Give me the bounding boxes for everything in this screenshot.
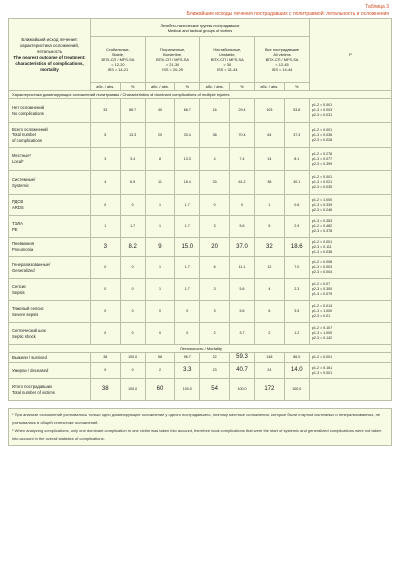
p-value: p2-3 = 0.031 — [311, 113, 333, 117]
cell: 66.7 — [175, 99, 200, 123]
table-row — [9, 148, 392, 171]
row-label-line: Генерализованные/ — [12, 261, 51, 267]
outcomes-table — [8, 18, 392, 401]
cell: 33 — [200, 171, 229, 195]
sub-header: % — [229, 83, 254, 91]
sub-header: абс. / abs. — [91, 83, 120, 91]
row-label-line: Total number — [12, 132, 37, 138]
table-row — [9, 195, 392, 216]
table-row — [9, 171, 392, 195]
cell: 61.2 — [229, 171, 254, 195]
cell: 8.2 — [120, 238, 145, 257]
p-value: p2-3 = 0.111 — [311, 244, 332, 249]
cell: 1.7 — [120, 216, 145, 238]
cell: 29.4 — [229, 99, 254, 123]
table-number: Таблица 3 — [365, 4, 389, 10]
header-groups-en: Medical and tactical groups of victims — [167, 27, 233, 33]
row-label-line: Сепсис — [12, 283, 27, 289]
table-row — [9, 301, 392, 323]
table-caption — [8, 4, 392, 18]
group-header-ru: Стабильные, — [106, 47, 130, 52]
cell: 22 — [200, 353, 229, 363]
p-value: p1-2 = 0.014 — [311, 304, 333, 308]
row-label-line: of complications — [12, 137, 43, 143]
cell: 15.0 — [175, 238, 200, 257]
cell: 3 — [200, 279, 229, 301]
p-value: p2-3 = 0.246 — [311, 207, 333, 212]
cell: 100.0 — [120, 353, 145, 363]
cell: 53.8 — [284, 99, 309, 123]
cell: 3 — [200, 301, 229, 323]
row-label — [9, 279, 91, 301]
cell: 33 — [91, 99, 120, 123]
group-header-range: = 12-45 — [275, 62, 289, 67]
cell: 1 — [145, 195, 174, 216]
cell: 2 — [255, 323, 284, 345]
section-mortality-label: Летальность / Mortality — [9, 345, 392, 353]
table-row — [9, 257, 392, 279]
row-label-line: Pneumonia — [12, 247, 34, 252]
row-label-line: РДСВ — [12, 199, 24, 205]
cell: 1.7 — [175, 257, 200, 279]
group-header-3 — [200, 37, 255, 83]
row-label — [9, 353, 91, 363]
p-value: p1-3 = 0.038 — [311, 249, 333, 254]
cell: 7.0 — [284, 257, 309, 279]
cell: 18.6 — [284, 238, 309, 257]
cell: 3.7 — [229, 323, 254, 345]
cell: 0 — [120, 301, 145, 323]
cell: 20 — [200, 238, 229, 257]
cell: 0 — [175, 323, 200, 345]
group-header-ru: Нестабильные, — [213, 47, 242, 52]
cell: 33.4 — [175, 123, 200, 148]
footnote-ru: * При анализе осложнений учитывалось только одно доминирующее осложнение у одного пострадавшего, поэтому местные осложнения, которые были стартом системных и генерализованных, не учитывались в общей статистике осложнений. — [12, 412, 381, 425]
cell: 7.4 — [229, 148, 254, 171]
p-value: p1-3 < 0.001 — [311, 370, 333, 375]
cell: 1 — [145, 279, 174, 301]
row-label-line: ТЭЛА — [12, 220, 23, 226]
cell: 3 — [91, 148, 120, 171]
cell: 2 — [145, 363, 174, 379]
p-value: p1-2 < 0.001 — [311, 103, 333, 107]
group-header-iss: ISS = 14-21 — [107, 67, 129, 72]
cell: 64 — [255, 123, 284, 148]
cell: 1.7 — [175, 195, 200, 216]
row-label-line: Пневмония — [12, 241, 34, 247]
group-header-scale: ВПХ-СП / MFS-SA — [210, 57, 244, 62]
cell: 5.6 — [229, 279, 254, 301]
cell: 0 — [145, 301, 174, 323]
p-values — [309, 279, 391, 301]
row-label — [9, 99, 91, 123]
p-value: p2-3 = 0.028 — [311, 137, 333, 142]
p-value: p1-2 = 0.482 — [311, 224, 333, 228]
table-row — [9, 363, 392, 379]
p-value: p1-3 = 0.079 — [311, 292, 333, 296]
p-value: p1-2 < 0.001 — [311, 127, 333, 132]
cell: 8 — [145, 148, 174, 171]
header-groups — [91, 19, 310, 37]
row-label-line: Septic shock — [12, 333, 36, 339]
p-values — [309, 323, 391, 345]
cell: 38 — [91, 379, 120, 401]
cell: 96.7 — [175, 353, 200, 363]
cell: 2 — [200, 323, 229, 345]
cell: 5 — [91, 123, 120, 148]
p-values — [309, 257, 391, 279]
cell: 70.4 — [229, 123, 254, 148]
row-label-line: Local* — [12, 159, 24, 164]
cell: 5.6 — [229, 301, 254, 323]
row-label-line: ARDS — [12, 205, 24, 210]
sub-header: абс. / abs. — [145, 83, 174, 91]
cell: 3.5 — [284, 301, 309, 323]
cell: 23 — [200, 363, 229, 379]
cell: 40 — [145, 99, 174, 123]
cell: 1.2 — [284, 323, 309, 345]
row-label-line: No complications — [12, 110, 44, 116]
cell: 86.7 — [120, 99, 145, 123]
p-value: p1-3 = 1.000 — [311, 309, 333, 313]
row-label-line: Sepsis — [12, 289, 25, 295]
p-values — [309, 238, 391, 257]
cell: 0 — [91, 195, 120, 216]
p-value: p1-2 = 0.161 — [311, 365, 333, 370]
row-label — [9, 379, 91, 401]
group-header-scale: ВПХ-СП / MFS-SA — [101, 57, 135, 62]
cell: 4 — [255, 279, 284, 301]
p-values — [309, 301, 391, 323]
cell: 100.0 — [175, 379, 200, 401]
sub-header: % — [284, 83, 309, 91]
group-header-2 — [145, 37, 200, 83]
row-label — [9, 148, 91, 171]
header-outcome-en: The nearest outcome of treatment: characteristics of complications, mortality — [13, 54, 86, 72]
cell: 0 — [120, 257, 145, 279]
group-header-iss: ISS = 20-29 — [162, 67, 183, 72]
group-header-iss: ISS = 14-44 — [271, 67, 293, 72]
group-header-en: All victims — [273, 52, 291, 57]
group-header-scale: ВПХ-СП / MFS-SA — [265, 57, 299, 62]
cell: 13.3 — [120, 123, 145, 148]
cell: 0.6 — [284, 195, 309, 216]
group-header-ru: Пограничные, — [159, 47, 186, 52]
cell: 0 — [120, 195, 145, 216]
p-values — [309, 171, 391, 195]
table-row — [9, 323, 392, 345]
table-row — [9, 379, 392, 401]
header-groups-ru: Лечебно-тактические группы пострадавших — [160, 22, 240, 28]
p-values — [309, 123, 391, 148]
cell: 2.3 — [284, 279, 309, 301]
cell: 0 — [91, 301, 120, 323]
p-values — [309, 353, 391, 363]
cell: 100.0 — [284, 379, 309, 401]
table-row — [9, 238, 392, 257]
p-value: p1-3 = 0.021 — [311, 180, 333, 184]
row-label — [9, 257, 91, 279]
cell: 20 — [145, 123, 174, 148]
footnote-en: * When analyzing complications, only one dominant complication in one victim was taken into account, therefore local complications that were the start of systemic and generalized complications were not taken into account in the overall statistics of complications. — [12, 428, 382, 441]
p-value: p1-3 = 0.077 — [311, 156, 333, 161]
table-row — [9, 353, 392, 363]
row-label-line: Тяжелый сепсис — [12, 305, 44, 311]
cell: 0 — [91, 363, 120, 379]
group-header-range: > 30 — [223, 62, 232, 67]
cell: 30.1 — [284, 171, 309, 195]
row-label-line: Всего осложнений — [12, 126, 48, 132]
cell: 0 — [120, 279, 145, 301]
cell: 86.0 — [284, 353, 309, 363]
cell: 60 — [145, 379, 174, 401]
cell: 100.0 — [120, 379, 145, 401]
row-label — [9, 238, 91, 257]
p-value: p2-3 = 0.399 — [311, 161, 333, 166]
p-value: p1-2 = 0.107 — [311, 326, 333, 330]
header-p: P — [309, 19, 391, 91]
cell: 38 — [91, 353, 120, 363]
p-values — [309, 195, 391, 216]
cell: 6.5 — [120, 171, 145, 195]
cell: 37.0 — [229, 238, 254, 257]
cell: 9 — [145, 238, 174, 257]
header-outcome-ru: Ближайший исход лечения: характеристика осложнений, летальность — [19, 36, 80, 54]
cell: 11 — [145, 171, 174, 195]
p-value: p2-3 = 0.142 — [311, 336, 333, 340]
cell: 32 — [255, 238, 284, 257]
cell: 40.7 — [229, 363, 254, 379]
cell: 8.1 — [284, 148, 309, 171]
row-label-line: Severe sepsis — [12, 311, 39, 317]
p-values — [309, 99, 391, 123]
cell: 0 — [120, 363, 145, 379]
group-header-scale: ВПХ-СП / MFS-SA — [156, 57, 189, 62]
p-value: p2-3 = 0.01 — [311, 314, 331, 318]
table-row — [9, 123, 392, 148]
p-values — [309, 379, 391, 401]
cell: 172 — [255, 379, 284, 401]
cell: 6 — [200, 257, 229, 279]
row-label — [9, 216, 91, 238]
cell: 18.4 — [175, 171, 200, 195]
row-label — [9, 171, 91, 195]
row-label-line: PE — [12, 226, 18, 232]
p-value: p1-3 = 1.000 — [311, 331, 333, 335]
p-value: p1-2 = 0.07 — [311, 282, 331, 286]
row-label-line: Generalized — [12, 267, 35, 273]
p-value: p1-2 < 0.001 — [311, 175, 333, 179]
p-value: p2-3 = 0.004 — [311, 270, 333, 274]
sub-header: % — [175, 83, 200, 91]
cell: 100.0 — [229, 379, 254, 401]
cell: 0 — [145, 323, 174, 345]
cell: 0 — [175, 301, 200, 323]
cell: 1.7 — [175, 279, 200, 301]
p-value: p1-2 = 0.001 — [311, 355, 333, 359]
row-label-line: Септический шок — [12, 327, 46, 333]
cell: 0 — [200, 195, 229, 216]
p-value: p1-2 = 0.276 — [311, 151, 333, 156]
table-row — [9, 99, 392, 123]
row-label-line: Total number of victims — [12, 389, 55, 395]
sub-header: абс. / abs. — [200, 83, 229, 91]
cell: 103 — [255, 99, 284, 123]
cell: 24 — [255, 363, 284, 379]
cell: 5 — [255, 216, 284, 238]
row-label — [9, 195, 91, 216]
p-value: p2-3 = 0.300 — [311, 287, 333, 291]
cell: 6 — [255, 301, 284, 323]
p-value: p1-3 = 0.036 — [311, 132, 333, 137]
group-header-range: = 12-20 — [111, 62, 125, 67]
sub-header: абс. / abs. — [255, 83, 284, 91]
group-header-range: = 21-30 — [165, 62, 180, 67]
group-header-en: Stable, — [111, 52, 124, 57]
p-values — [309, 148, 391, 171]
cell: 3 — [91, 238, 120, 257]
p-values — [309, 363, 391, 379]
cell: 1.7 — [175, 216, 200, 238]
cell: 37.3 — [284, 123, 309, 148]
section-complications — [9, 91, 392, 99]
cell: 0 — [229, 195, 254, 216]
cell: 14 — [255, 148, 284, 171]
group-header-en: Unstable, — [219, 52, 236, 57]
header-outcome — [9, 19, 91, 91]
cell: 1 — [145, 216, 174, 238]
section-complications-label: Характеристика доминирующих осложнений политравмы / Characteristics of dominant complications of multiple injuries — [9, 91, 392, 99]
cell: 1 — [91, 216, 120, 238]
cell: 58 — [145, 353, 174, 363]
p-value: p1-3 = 0.353 — [311, 219, 333, 223]
cell: 4 — [200, 148, 229, 171]
p-value: p2-3 = 0.378 — [311, 229, 333, 233]
cell: 0 — [91, 323, 120, 345]
table-row — [9, 279, 392, 301]
cell: 11.1 — [229, 257, 254, 279]
group-header-1 — [91, 37, 146, 83]
row-label-line: Systemic — [12, 182, 29, 188]
row-label-line: Итого пострадавших — [12, 383, 53, 389]
row-label-line: Нет осложнений — [12, 104, 44, 110]
cell: 0 — [91, 257, 120, 279]
p-value: p1-3 = 0.003 — [311, 265, 333, 269]
cell: 13.3 — [175, 148, 200, 171]
sub-header: % — [120, 83, 145, 91]
p-value: p1-2 < 0.001 — [311, 239, 333, 244]
row-label — [9, 301, 91, 323]
row-label — [9, 123, 91, 148]
row-label-line: Выжили / survived — [12, 354, 47, 360]
row-label-line: Местные* — [12, 153, 32, 159]
cell: 3.4 — [120, 148, 145, 171]
cell: 38 — [255, 171, 284, 195]
cell: 148 — [255, 353, 284, 363]
p-values — [309, 216, 391, 238]
row-label — [9, 363, 91, 379]
section-mortality — [9, 345, 392, 353]
row-label — [9, 323, 91, 345]
row-label-line: Системные/ — [12, 176, 36, 182]
cell: 0 — [91, 279, 120, 301]
p-value: p1-3 = 0.339 — [311, 202, 333, 207]
cell: 1 — [145, 257, 174, 279]
cell: 59.3 — [229, 353, 254, 363]
p-value: p2-3 = 0.035 — [311, 185, 333, 189]
cell: 54 — [200, 379, 229, 401]
p-value: p1-2 = 0.008 — [311, 260, 333, 264]
cell: 1 — [255, 195, 284, 216]
cell: 2.9 — [284, 216, 309, 238]
cell: 3.3 — [175, 363, 200, 379]
cell: 12 — [255, 257, 284, 279]
cell: 14.0 — [284, 363, 309, 379]
cell: 16 — [200, 99, 229, 123]
group-header-ru: Все пострадавшие — [264, 47, 300, 52]
group-header-4 — [255, 37, 310, 83]
group-header-iss: ISS = 31-44 — [216, 67, 238, 72]
p-value: p1-2 = 1.000 — [311, 197, 333, 202]
cell: 4 — [91, 171, 120, 195]
p-value: p1-3 = 0.003 — [311, 108, 333, 112]
row-label-line: Умерли / deceased — [12, 367, 49, 373]
group-header-en: Borderline, — [163, 52, 182, 57]
cell: 38 — [200, 123, 229, 148]
footnote — [8, 408, 392, 446]
cell: 5.6 — [229, 216, 254, 238]
cell: 3 — [200, 216, 229, 238]
table-row — [9, 216, 392, 238]
cell: 0 — [120, 323, 145, 345]
table-title: Ближайшие исходы лечения пострадавших с политравмой: летальность и осложнения — [186, 10, 389, 17]
